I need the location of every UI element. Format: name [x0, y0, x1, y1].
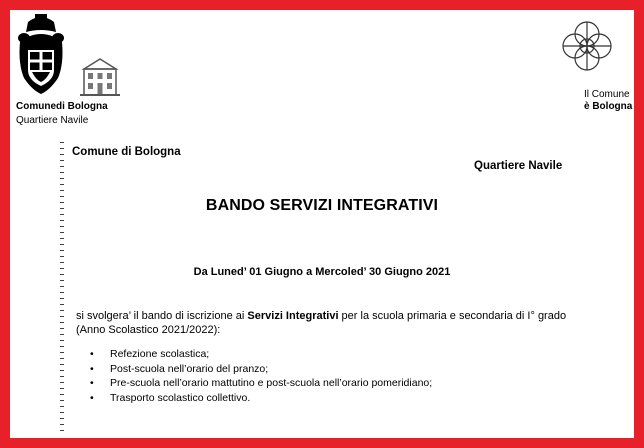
date-range: Da Luned’ 01 Giugno a Mercoled’ 30 Giugno 2021 — [193, 266, 451, 278]
intro-text-before: si svolgera’ il bando di iscrizione ai — [76, 310, 248, 322]
document-title: BANDO SERVIZI INTEGRATIVI — [205, 197, 439, 214]
intro-text-after: per la scuola primaria e secondaria di I° grado (Anno Scolastico 2021/2022): — [76, 310, 567, 336]
left-logo-subtitle: Quartiere Navile — [16, 115, 89, 126]
dotted-margin-line — [60, 142, 64, 432]
left-logo-name-b: di Bologna — [56, 101, 108, 112]
heading-left: Comune di Bologna — [72, 146, 181, 158]
list-item: • Refezione scolastica; — [90, 347, 432, 362]
il-comune-e-bologna-logo — [558, 14, 616, 90]
heading-right: Quartiere Navile — [474, 160, 563, 172]
list-item: • Trasporto scolastico collettivo. — [90, 391, 432, 406]
left-logo-name — [16, 101, 108, 112]
quartiere-building-logo — [78, 55, 122, 99]
services-list — [90, 347, 432, 405]
intro-paragraph — [76, 309, 576, 337]
right-logo-line1: Il Comune — [584, 89, 630, 100]
intro-text-bold: Servizi Integrativi — [247, 310, 339, 322]
right-logo-line2: è Bologna — [584, 101, 633, 112]
list-item: • Pre-scuola nell’orario mattutino e post-scuola nell’orario pomeridiano; — [90, 376, 432, 391]
left-logo-name-a: Comune — [16, 101, 56, 112]
bologna-crest-logo — [16, 14, 66, 96]
list-item: • Post-scuola nell’orario del pranzo; — [90, 362, 432, 377]
